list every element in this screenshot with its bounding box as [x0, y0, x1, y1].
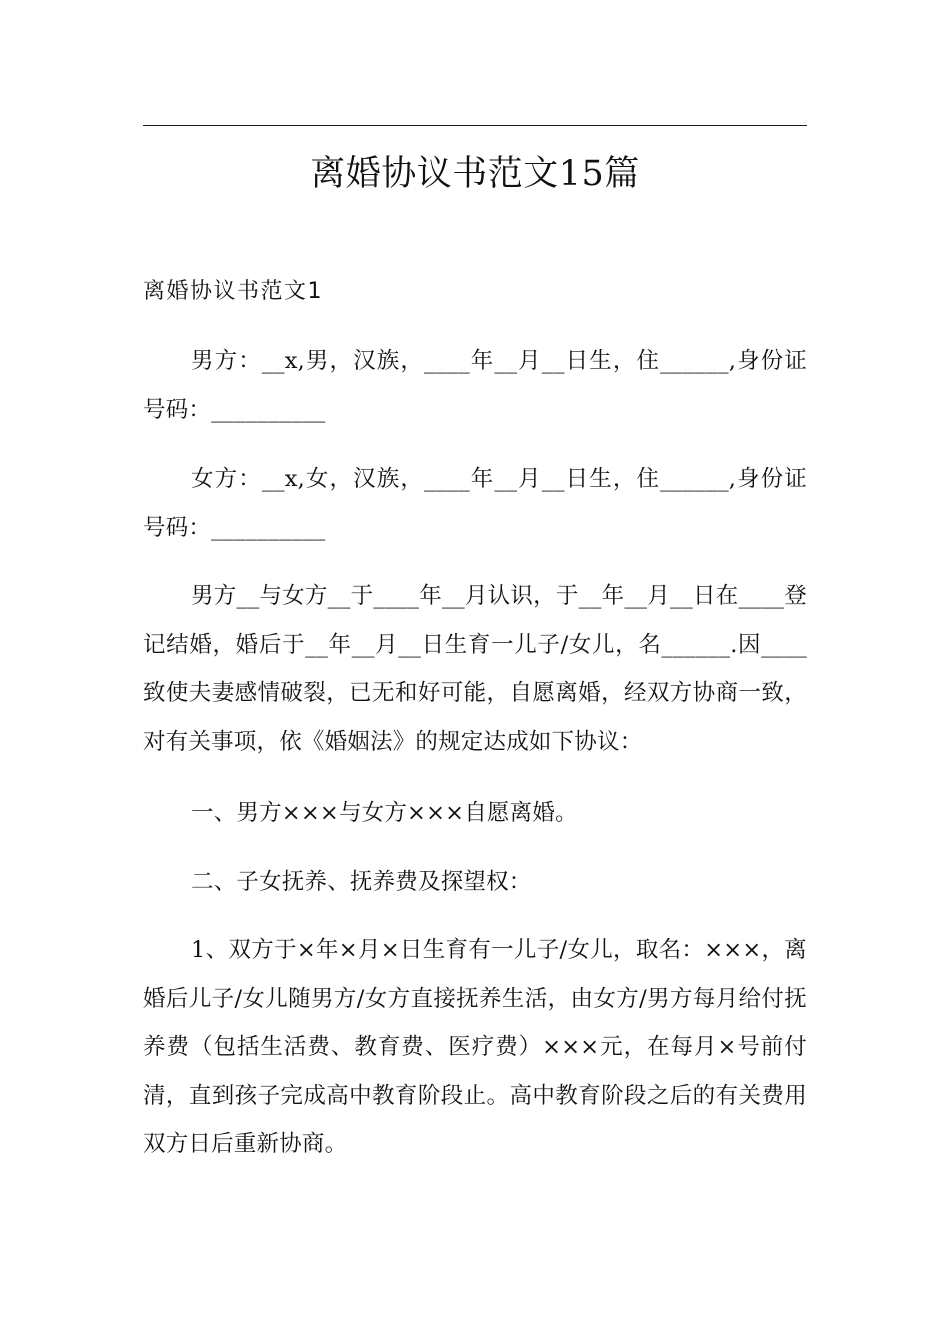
section-heading: 离婚协议书范文1 — [143, 279, 323, 304]
paragraph-clause-one: 一、男方×××与女方×××自愿离婚。 — [191, 800, 578, 826]
document-title: 离婚协议书范文15篇 — [310, 154, 640, 194]
paragraph-female-party: 女方：__x,女，汉族，____年__月__日生，住______,身份证号码：__________ — [143, 466, 807, 541]
paragraph-male-party: 男方：__x,男，汉族，____年__月__日生，住______,身份证号码：__________ — [143, 348, 807, 423]
paragraph-clause-two-item-one: 1、双方于×年×月×日生育有一儿子/女儿，取名：×××，离婚后儿子/女儿随男方/女方直接抚养生活，由女方/男方每月给付抚养费（包括生活费、教育费、医疗费）×××元，在每月×号前付清，直到孩子完成高中教育阶段止。高中教育阶段之后的有关费用双方日后重新协商。 — [143, 937, 807, 1157]
paragraph-clause-two: 二、子女抚养、抚养费及探望权： — [191, 869, 532, 895]
paragraph-marriage-background: 男方__与女方__于____年__月认识，于__年__月__日在____登记结婚，婚后于__年__月__日生育一儿子/女儿，名______.因____致使夫妻感情破裂，已无和好可能，自愿离婚，经双方协商一致，对有关事项，依《婚姻法》的规定达成如下协议： — [143, 583, 807, 755]
header-rule — [143, 125, 807, 126]
